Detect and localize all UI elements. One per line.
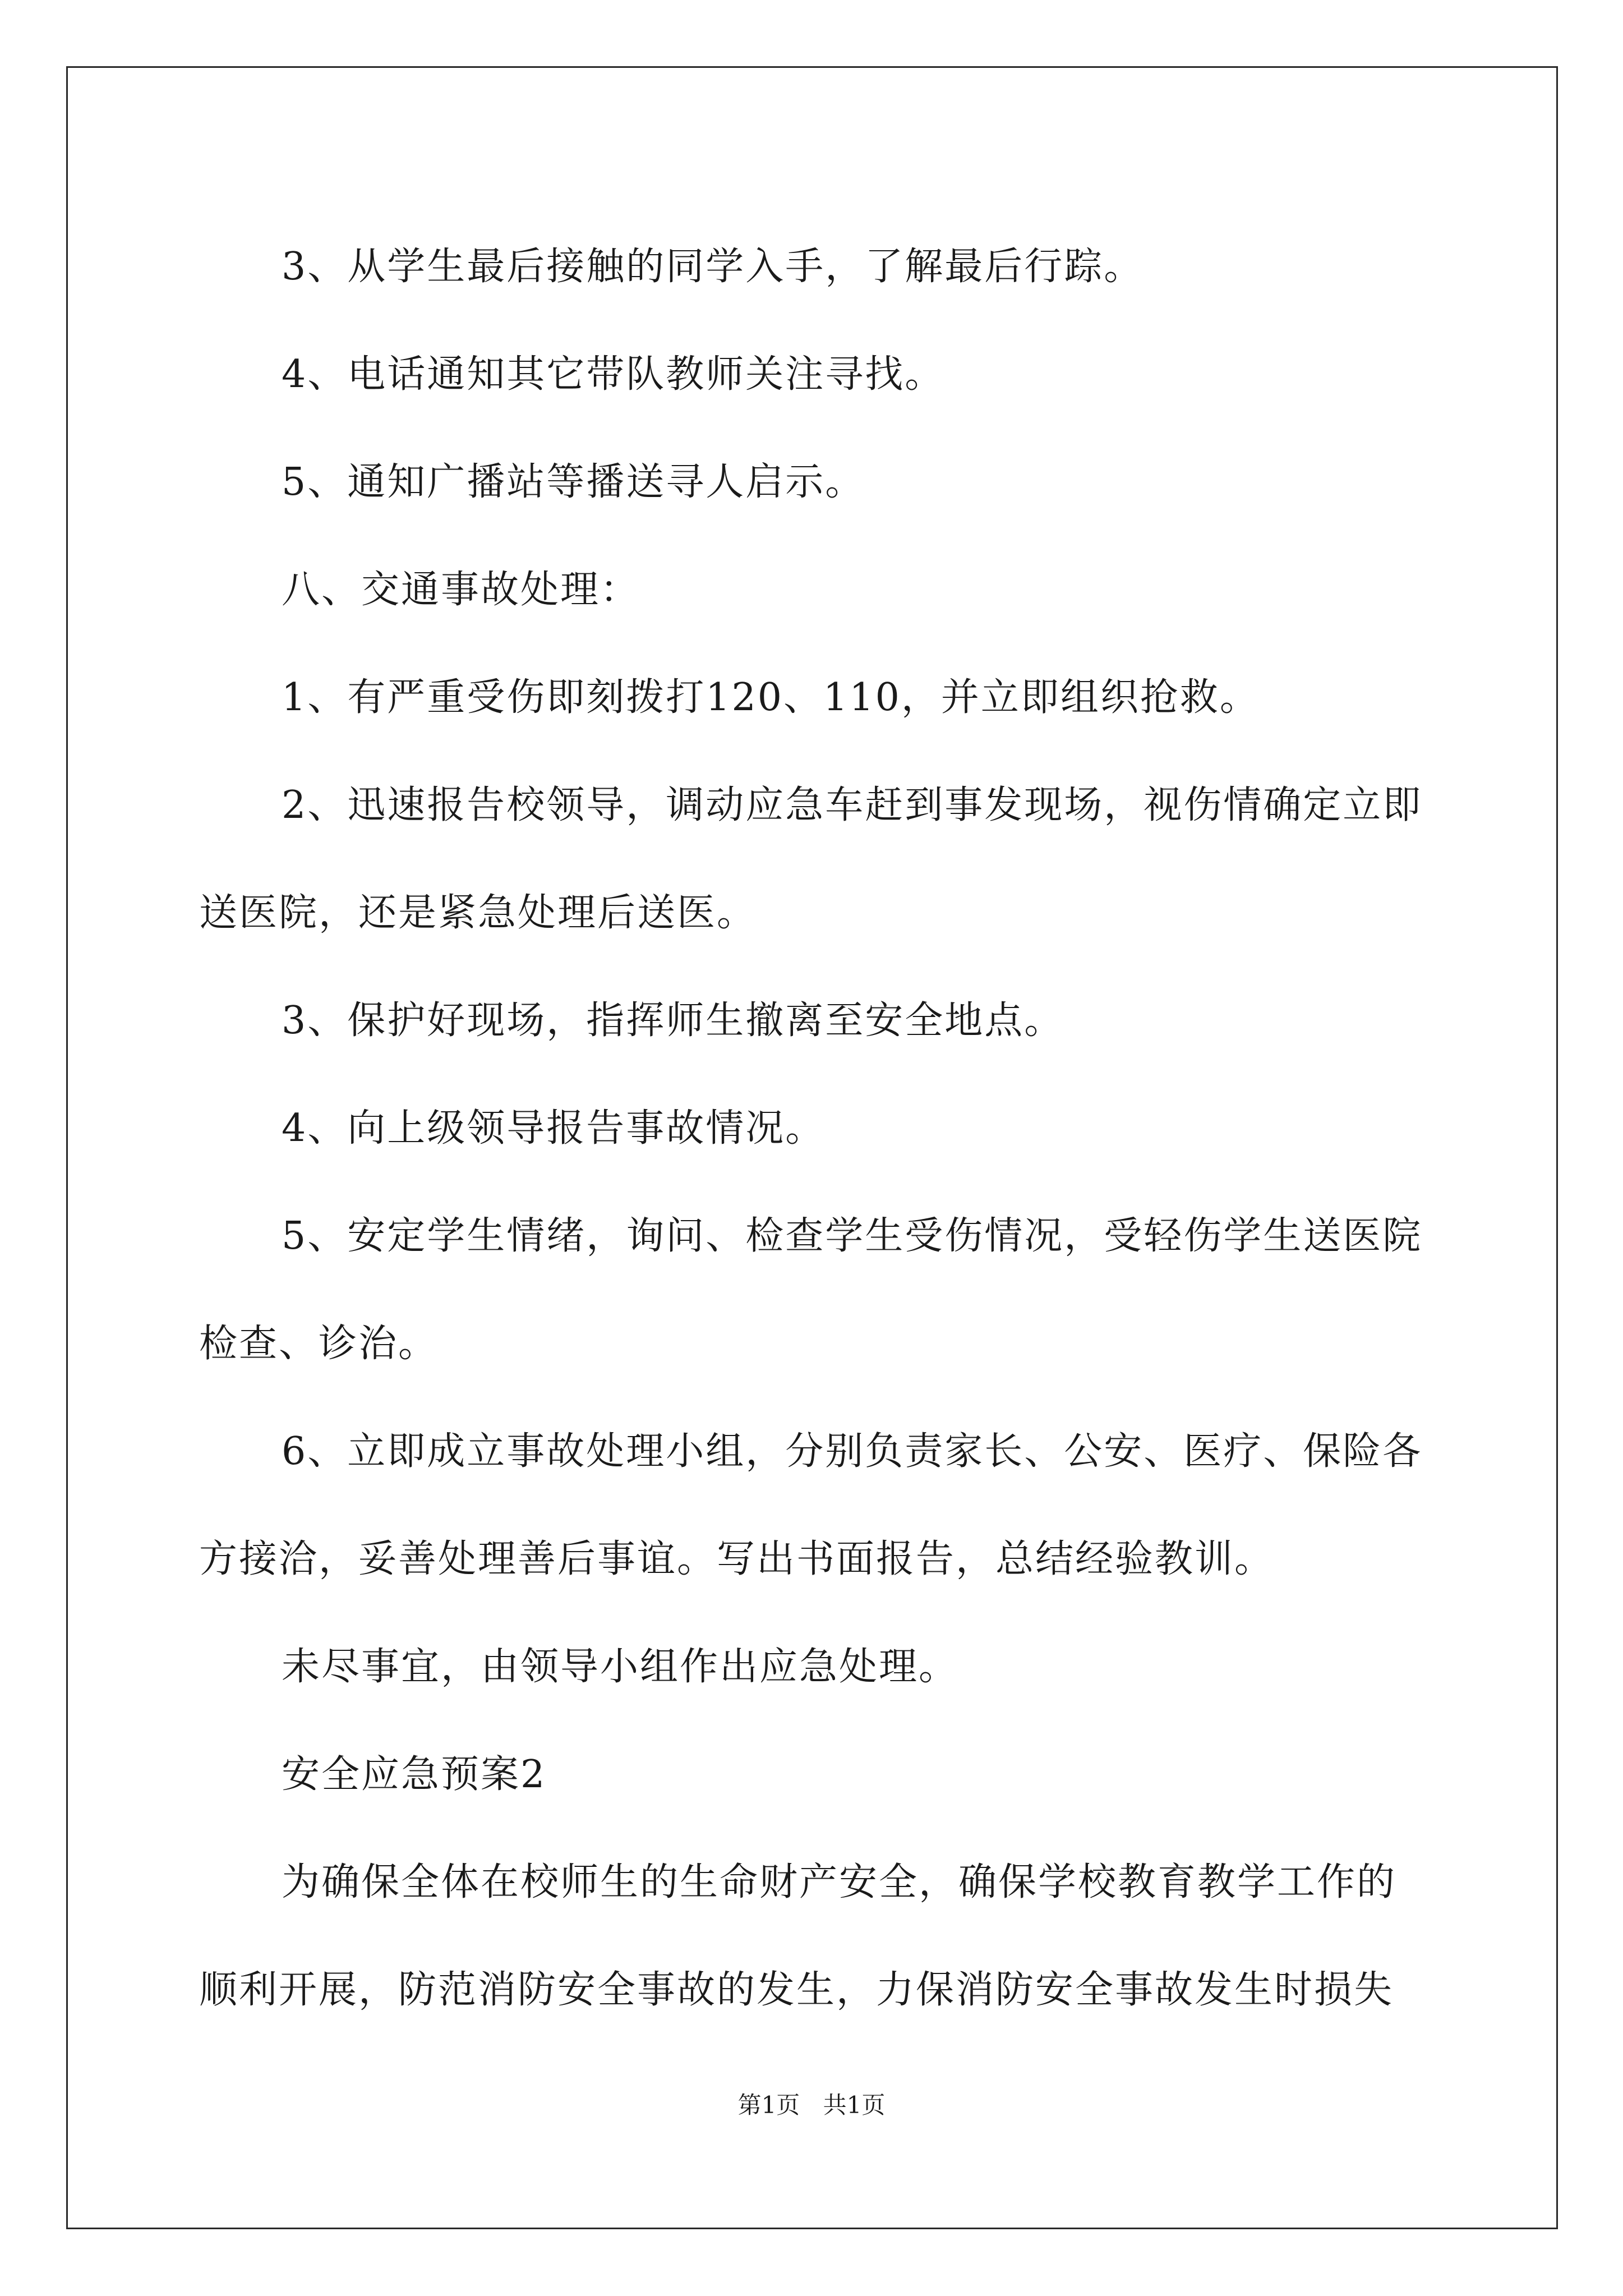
paragraph: 3、从学生最后接触的同学入手，了解最后行踪。	[282, 245, 1144, 289]
document-body	[199, 213, 1427, 2044]
paragraph: 3、保护好现场，指挥师生撤离至安全地点。	[282, 999, 1064, 1043]
section-title: 安全应急预案2	[282, 1752, 547, 1797]
paragraph: 1、有严重受伤即刻拨打120、110，并立即组织抢救。	[282, 675, 1260, 720]
paragraph: 6、立即成立事故处理小组，分别负责家长、公安、医疗、保险各方接洽，妥善处理善后事谊。写出书面报告，总结经验教训。	[199, 1429, 1423, 1581]
paragraph: 4、电话通知其它带队教师关注寻找。	[282, 352, 945, 397]
page-number: 第1页	[737, 2091, 800, 2119]
paragraph: 未尽事宜，由领导小组作出应急处理。	[282, 1645, 959, 1689]
paragraph: 5、通知广播站等播送寻人启示。	[282, 460, 865, 504]
section-heading: 八、交通事故处理：	[282, 568, 640, 612]
paragraph: 2、迅速报告校领导，调动应急车赶到事发现场，视伤情确定立即送医院，还是紧急处理后送医。	[199, 783, 1423, 935]
page-total: 共1页	[823, 2091, 886, 2119]
paragraph: 5、安定学生情绪，询问、检查学生受伤情况，受轻伤学生送医院检查、诊治。	[199, 1214, 1423, 1366]
paragraph: 为确保全体在校师生的生命财产安全，确保学校教育教学工作的顺利开展，防范消防安全事故的发生，力保消防安全事故发生时损失	[199, 1860, 1397, 2012]
paragraph: 4、向上级领导报告事故情况。	[282, 1106, 826, 1151]
page-footer	[0, 2087, 1623, 2120]
